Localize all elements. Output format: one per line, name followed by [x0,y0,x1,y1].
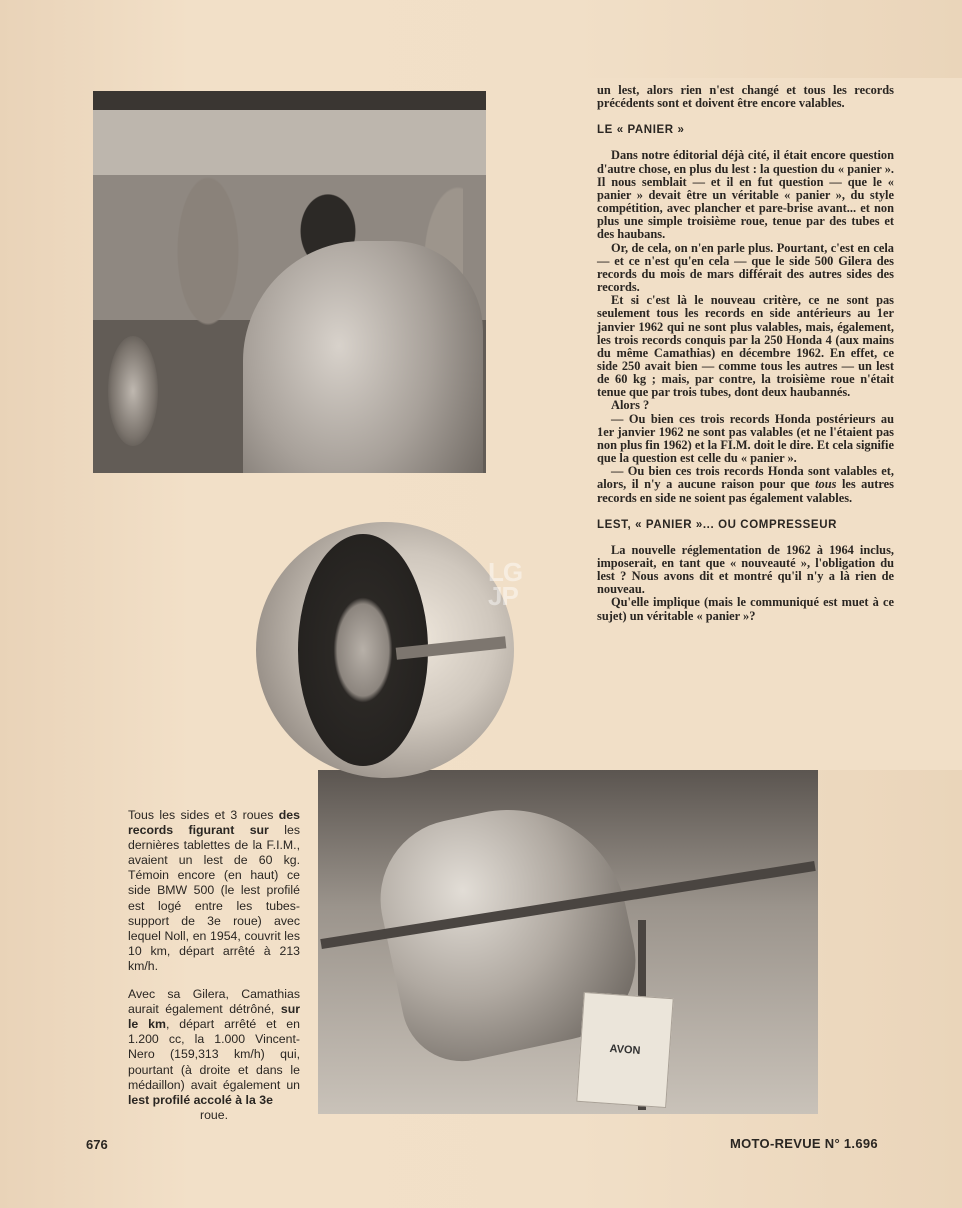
photo-sidecar-body [243,241,483,473]
article-paragraph: — Ou bien ces trois records Honda postérieurs au 1er janvier 1962 ne sont pas valables (et ne l'étaient pas non plus fin 1962) et la FI.M. doit le dire. Et cela signifie que la question est celle du « panier ». [597,411,894,466]
article-paragraph [597,465,894,504]
article-emphasis: tous [815,477,837,492]
article-heading-panier: LE « PANIER » [597,124,685,137]
article-paragraph: Dans notre éditorial déjà cité, il était encore question d'autre chose, en plus du lest : la question du « panier ». Il nous semblait — et il en fut question — que le « panier » devait être un véritable « panier », du style compétition, avec plancher et pare-brise avant... et non plus une simple troisième roue, tenue par des tubes et des haubans. [597,148,894,242]
caption-bold: sur le km [128,1002,300,1032]
article-paragraph: Alors ? [611,398,650,413]
caption-text: Avec sa Gilera, Camathias aurait également détrôné, [128,987,300,1017]
article-paragraph: Et si c'est là le nouveau critère, ce ne sont pas seulement tous les records en side antérieurs au 1er janvier 1962 qui ne sont plus valables, mais, également, les trois records conquis par la 250 Honda 4 (aux mains du même Camathias) en décembre 1962. En effet, ce side 250 avait bien — comme tous les autres — un lest de 60 kg ; mais, par contre, la troisième roue n'était tenue que par trois tubes, dont deux haubannés. [597,293,894,400]
article-paragraph: Qu'elle implique (mais le communiqué est muet à ce sujet) un véritable « panier »? [597,595,894,623]
photo-sidecar-wheel [108,336,158,446]
watermark-line2: JP [488,581,518,611]
caption-paragraph [128,987,300,1123]
article-paragraph: Or, de cela, on n'en parle plus. Pourtant, c'est en cela — et ce n'est qu'en cela — que le side 500 Gilera des records du mois de mars différait des autres sides des records. [597,240,894,295]
watermark-logo [488,557,523,611]
photo-medallion-wheel [256,522,514,778]
caption-paragraph [128,808,300,974]
article-paragraph: La nouvelle réglementation de 1962 à 1964 inclus, imposerait, en tant que « nouveauté », l'obligation du lest ? Nous avons dit et montré qu'il n'y a là rien de nouveau. [597,542,894,597]
caption-text: roue. [199,1107,229,1122]
photo-sidecar-bmw-crowd [93,91,486,473]
caption-text: les dernières tablettes de la F.I.M., avaient un lest de 60 kg. Témoin encore (en haut) ce side BMW 500 (le lest profilé est logé entre les tubes-support de 3e roue) avec lequel Noll, en 1954, couvrit les 10 km, départ arrêté à 213 km/h. [128,823,300,973]
article-text: — Ou bien ces trois records Honda sont valables et, alors, il n'y a aucune raison pour que [597,464,894,492]
article-paragraph: un lest, alors rien n'est changé et tous les records précédents sont et doivent être encore valables. [597,83,894,111]
photo-exhibit-sign-card: AVON [576,992,673,1108]
magazine-issue: MOTO-REVUE N° 1.696 [730,1136,878,1151]
caption-text: Tous les sides et 3 roues [128,808,279,822]
caption-bold: lest profilé accolé à la 3e [128,1092,273,1107]
photo-caption [128,808,300,1136]
page-number: 676 [86,1137,108,1152]
caption-bold: des records figurant sur [128,808,300,838]
article-column [597,84,894,623]
article-text: les autres records en side ne soient pas également valables. [597,477,894,505]
caption-text: , départ arrêté et en 1.200 cc, la 1.000 Vincent-Nero (159,313 km/h) qui, pourtant (à droite et dans le médaillon) avait également un [128,1017,300,1092]
article-heading-compresseur: LEST, « PANIER »... OU COMPRESSEUR [597,518,838,531]
watermark-line1: LG [488,557,523,587]
photo-vincent-sidecar-exhibit [318,770,818,1114]
